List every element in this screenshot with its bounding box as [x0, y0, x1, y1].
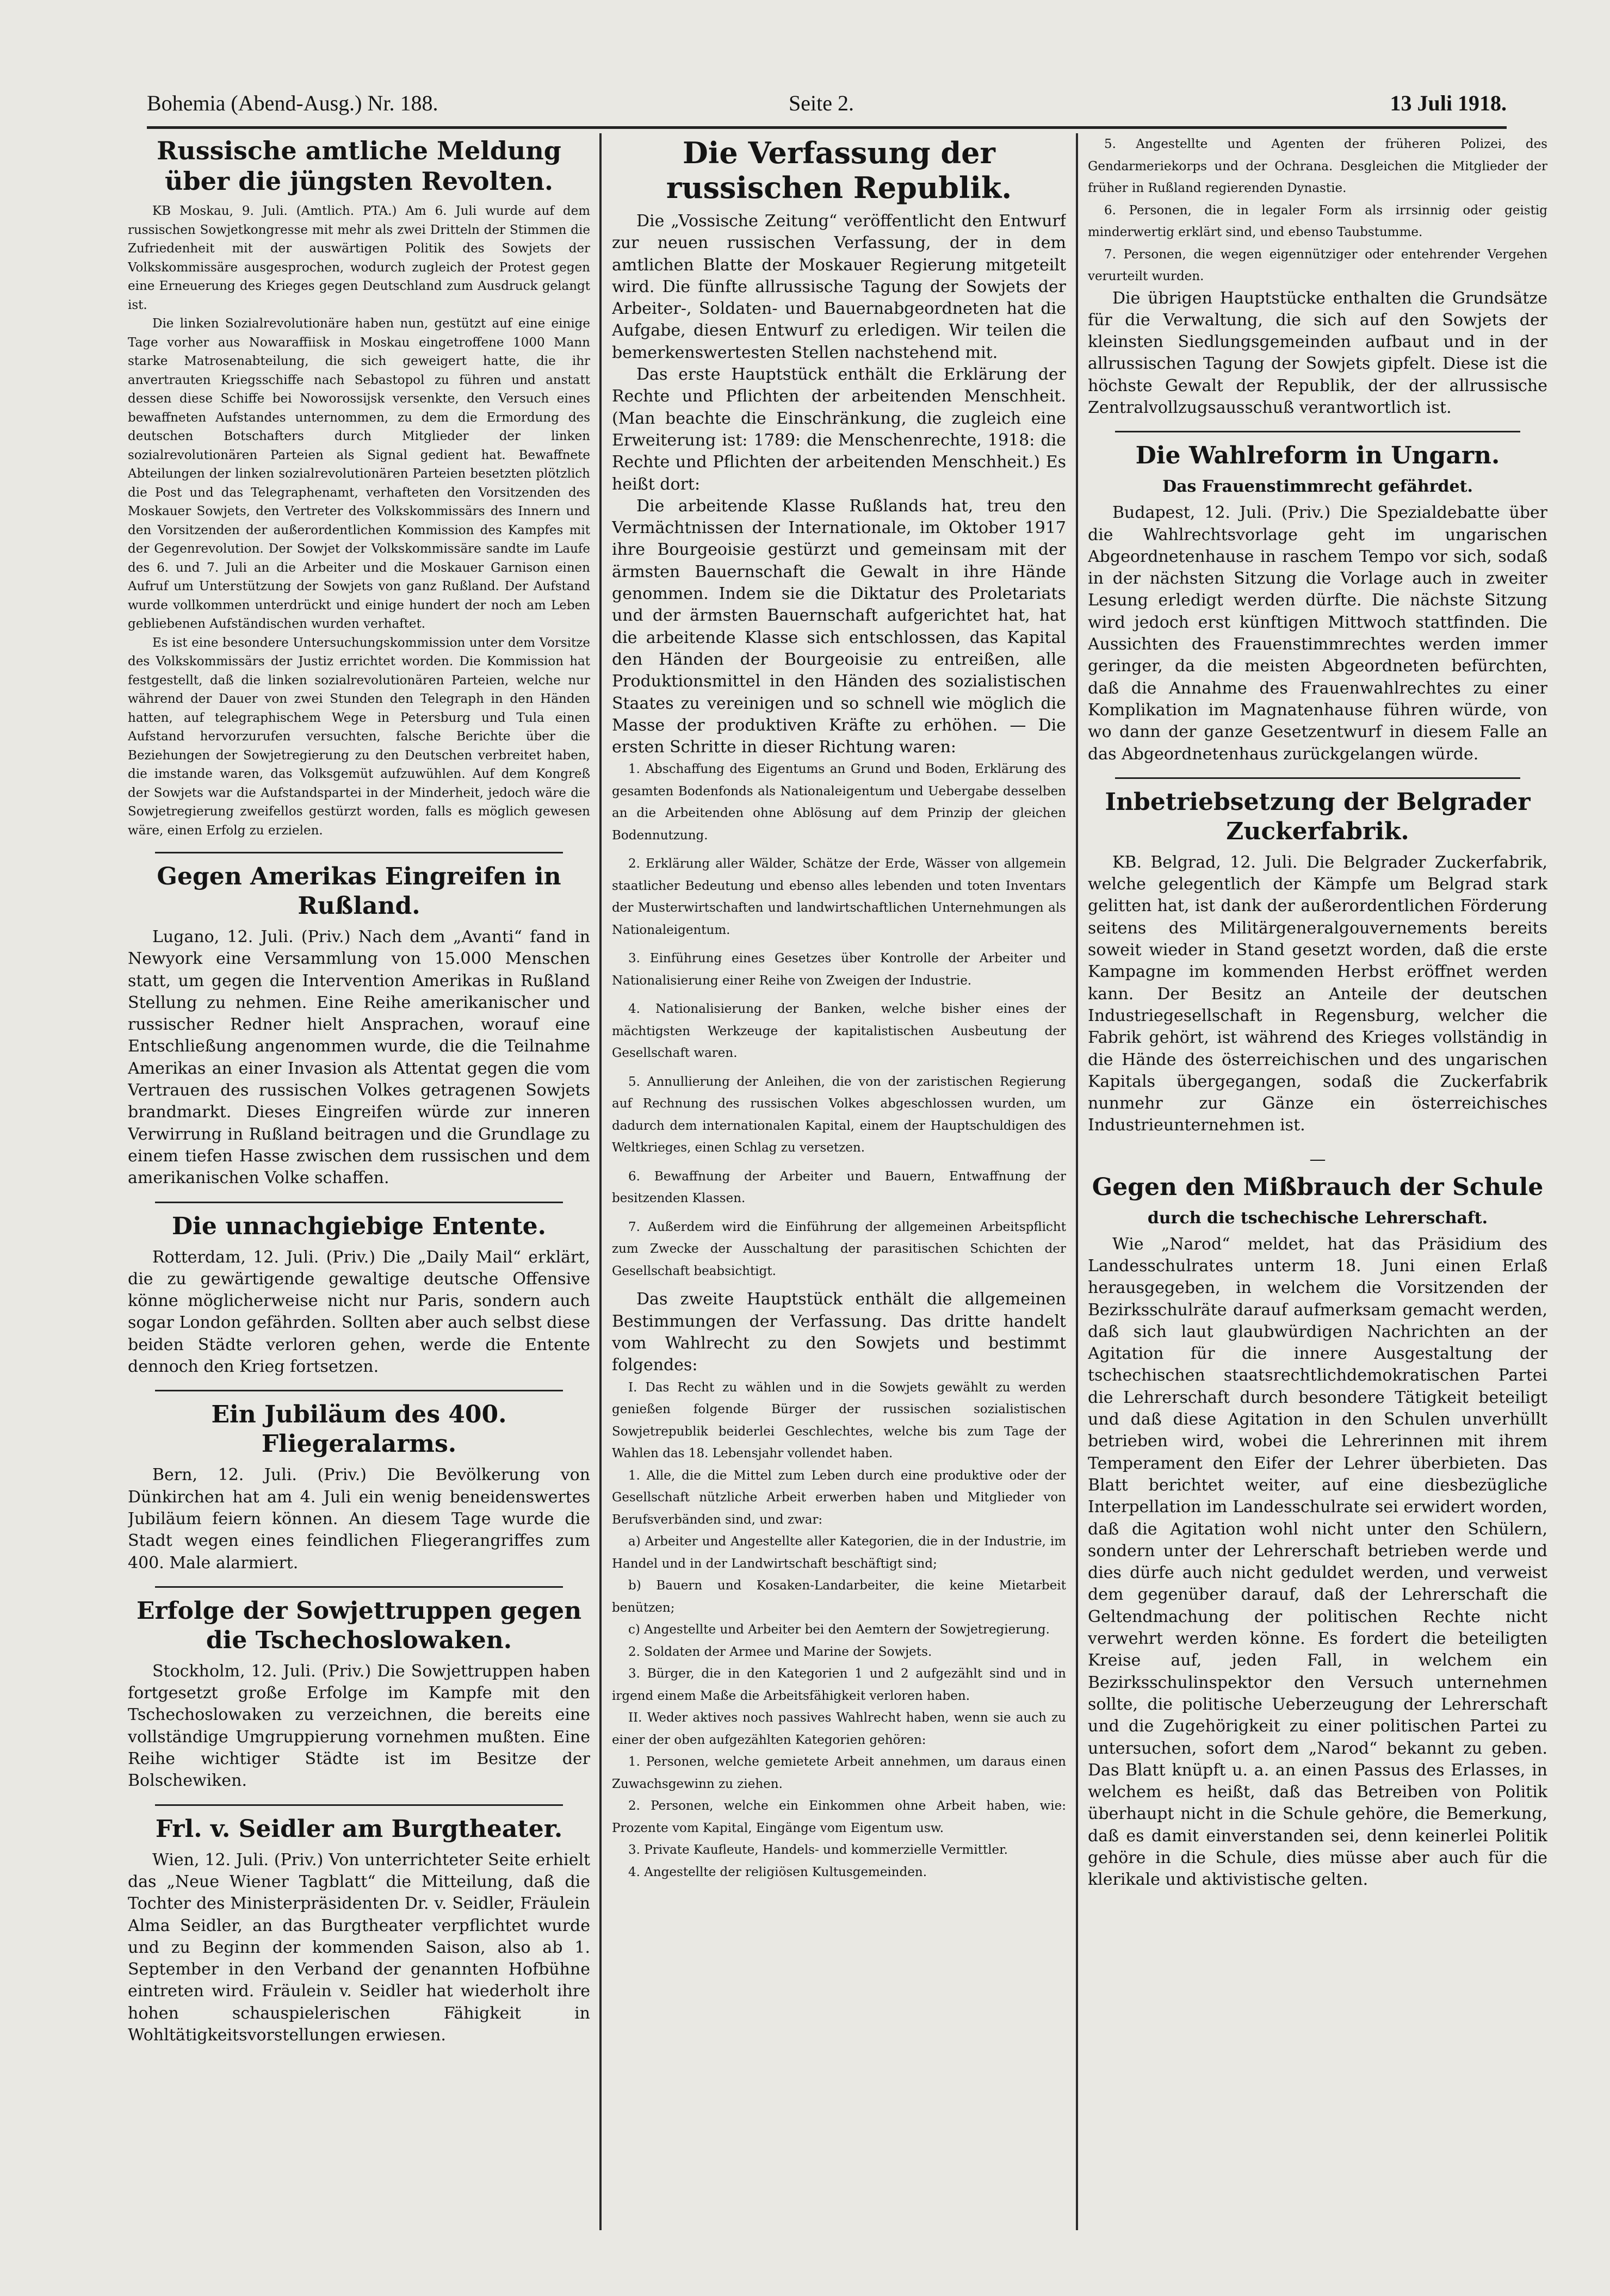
paragraph: Das zweite Hauptstück enthält die allgemeinen Bestimmungen der Verfassung. Das dritte handelt vom Wahlrecht zu den Sowjets und bestimmt folgendes: — [612, 1290, 1066, 1375]
article-russian-revolts — [128, 135, 590, 840]
headline: Die Wahlreform in Ungarn. — [1135, 442, 1500, 470]
article-separator — [155, 1804, 563, 1806]
subheadline: Das Frauenstimmrecht gefährdet. — [1162, 477, 1473, 497]
list-item: 5. Angestellte und Agenten der früheren Polizei, des Gendarmeriekorps und der Ochrana. Desgleichen die Mitglieder der früher in Rußland regierenden Dynastie. — [1088, 137, 1547, 195]
headline: Die unnachgiebige Entente. — [172, 1212, 546, 1240]
article-belgrade-sugar-factory — [1088, 788, 1547, 1137]
dash-separator: — — [1309, 1149, 1326, 1169]
headline: Gegen Amerikas Eingreifen in Rußland. — [157, 863, 561, 920]
article-separator — [155, 1202, 563, 1203]
list-item: 1. Abschaffung des Eigentums an Grund und Boden, Erklärung des gesamten Bodenfonds als Nationaleigentum und Uebergabe desselben an die Arbeitenden ohne Ablösung auf dem Prinzip der gleichen Bodennutzung. — [612, 762, 1066, 843]
masthead-page-number: Seite 2. — [789, 91, 854, 115]
list-item: 5. Annullierung der Anleihen, die von der zaristischen Regierung auf Rechnung des russischen Volkes abgeschlossen wurden, um dadurch dem internationalen Kapital, einem der Hauptschuldigen des Weltkrieges, einen Schlag zu versetzen. — [612, 1074, 1066, 1155]
subheadline: durch die tschechische Lehrerschaft. — [1147, 1208, 1488, 1228]
list-item: 2. Erklärung aller Wälder, Schätze der Erde, Wässer von allgemein staatlicher Bedeutung und ebenso alles lebenden und toten Inventars der Musterwirtschaften und landwirtschaftlichen Unternehmungen als Nationaleigentum. — [612, 857, 1066, 937]
list-item: a) Arbeiter und Angestellte aller Kategorien, die in der Industrie, im Handel und in der Landwirtschaft beschäftigt sind; — [612, 1534, 1066, 1571]
masthead-paper-issue: Bohemia (Abend-Ausg.) Nr. 188. — [147, 91, 438, 115]
paragraph: Die „Vossische Zeitung“ veröffentlicht den Entwurf zur neuen russischen Verfassung, der in dem amtlichen Blatte der Moskauer Regierung mitgeteilt wird. Die fünfte allrussische Tagung der Sowjets der Arbeiter-, Soldaten- und Bauernabgeordneten hat die Aufgabe, diesen Entwurf zu erledigen. Wir teilen die bemerkenswertesten Stellen nachstehend mit. — [612, 212, 1066, 362]
list-item: 3. Einführung eines Gesetzes über Kontrolle der Arbeiter und Nationalisierung einer Reihe von Zweigen der Industrie. — [612, 951, 1066, 988]
headline: Russische amtliche Meldung über die jüngsten Revolten. — [157, 136, 561, 196]
list-item: II. Weder aktives noch passives Wahlrecht haben, wenn sie auch zu einer der oben aufgezählten Kategorien gehören: — [612, 1711, 1066, 1747]
list-item: 6. Personen, die in legaler Form als irrsinnig oder geistig minderwertig erklärt sind, und ebenso Taubstumme. — [1088, 203, 1547, 239]
list-item: 7. Außerdem wird die Einführung der allgemeinen Arbeitspflicht zum Zwecke der Ausschaltung der parasitischen Schichten der Gesellschaft beabsichtigt. — [612, 1220, 1066, 1278]
paragraph: Bern, 12. Juli. (Priv.) Die Bevölkerung von Dünkirchen hat am 4. Juli ein wenig beneidenswertes Jubiläum feiern können. An diesem Tage wurde die Stadt wegen eines feindlichen Fliegerangriffes zum 400. Male alarmiert. — [128, 1465, 590, 1573]
list-item: 7. Personen, die wegen eigennütziger oder entehrender Vergehen verurteilt wurden. — [1088, 247, 1547, 283]
headline: Ein Jubiläum des 400. Fliegeralarms. — [211, 1401, 507, 1458]
list-item: b) Bauern und Kosaken-Landarbeiter, die keine Mietarbeit benützen; — [612, 1579, 1066, 1615]
article-hungary-reform — [1088, 441, 1547, 765]
article-air-alarm-jubilee — [128, 1400, 590, 1574]
article-separator — [155, 1390, 563, 1391]
paragraph: Die linken Sozialrevolutionäre haben nun, gestützt auf eine einige Tage vorher aus Nowaraffiisk in Moskau eingetroffene 1000 Mann starke Matrosenabteilung, die sich geweigert hatte, die ihr anvertrauten Kriegsschiffe nach Sebastopol zu führen und anstatt dessen diese Schiffe bei Noworossijsk versenkte, den Versuch eines bewaffneten Aufstandes unternommen, zu dem die Ermordung des deutschen Botschafters durch Mitglieder der linken sozialrevolutionären Parteien als Signal gedient hat. Bewaffnete Abteilungen der linken sozialrevolutionären Parteien besetzten plötzlich die Post und das Telegraphenamt, verhafteten den Vorsitzenden des Moskauer Sowjets, den Vertreter des Volkskommissärs des Innern und den Vorsitzenden der außerordentlichen Kommission des Kampfes mit der Gegenrevolution. Der Sowjet der Volkskommissäre sandte im Laufe des 6. und 7. Juli an die Arbeiter und die Moskauer Garnison einen Aufruf um Unterstützung der Sowjets von ganz Rußland. Der Aufstand wurde vollkommen unterdrückt und einige hundert der noch am Leben gebliebenen Aufständischen wurden verhaftet. — [128, 317, 590, 631]
article-entente — [128, 1212, 590, 1378]
paragraph: Die übrigen Hauptstücke enthalten die Grundsätze für die Verwaltung, die sich auf den Sowjets der kleinsten Siedlungsgemeinden aufbaut und in der allrussischen Tagung der Sowjets gipfelt. Diese ist die höchste Gewalt der Republik, der der allrussische Zentralvollzugsausschuß verantwortlich ist. — [1088, 288, 1547, 417]
headline: Gegen den Mißbrauch der Schule — [1092, 1173, 1544, 1201]
list-item: 3. Bürger, die in den Kategorien 1 und 2 aufgezählt sind und in irgend einem Maße die Arbeitsfähigkeit verloren haben. — [612, 1667, 1066, 1703]
list-item: c) Angestellte und Arbeiter bei den Aemtern der Sowjetregierung. — [628, 1623, 1050, 1637]
list-item: 3. Private Kaufleute, Handels- und kommerzielle Vermittler. — [628, 1843, 1008, 1858]
column-right — [1088, 133, 1547, 2230]
list-item: 4. Angestellte der religiösen Kultusgemeinden. — [628, 1865, 927, 1879]
list-item: 4. Nationalisierung der Banken, welche bisher eines der mächtigsten Werkzeuge der kapitalistischen Ausbeutung der Gesellschaft waren. — [612, 1002, 1066, 1061]
article-seidler-burgtheater — [128, 1815, 590, 2047]
article-russian-constitution — [612, 135, 1066, 1883]
paragraph: Stockholm, 12. Juli. (Priv.) Die Sowjettruppen haben fortgesetzt große Erfolge im Kampfe mit den Tschechoslowaken zu verzeichnen, die bereits eine vollständige Umgruppierung vornehmen mußten. Eine Reihe wichtiger Städte ist im Besitze der Bolschewiken. — [128, 1661, 590, 1791]
paragraph: KB Moskau, 9. Juli. (Amtlich. PTA.) Am 6. Juli wurde auf dem russischen Sowjetkongresse mit mehr als zwei Dritteln der Stimmen die Zufriedenheit mit der auswärtigen Politik des Sowjets der Volkskommissäre ausgesprochen, wodurch zugleich der Protest gegen eine Erneuerung des Krieges gegen Deutschland zum Ausdruck gelangt ist. — [128, 204, 590, 312]
headline: Erfolge der Sowjettruppen gegen die Tschechoslowaken. — [136, 1596, 582, 1654]
paragraph: Lugano, 12. Juli. (Priv.) Nach dem „Avanti“ fand in Newyork eine Versammlung von 15.000 Menschen statt, um gegen die Intervention Amerikas in Rußland Stellung zu nehmen. Eine Reihe amerikanischer und russischer Redner hielt Ansprachen, worauf eine Entschließung angenommen wurde, die die Teilnahme Amerikas an einer Invasion als Attentat gegen die vom Vertrauen des russischen Volkes getragenen Sowjets brandmarkt. Dieses Eingreifen würde zur inneren Verwirrung in Rußland beitragen und die Grundlage zu einem tiefen Hasse zwischen dem russischen und dem amerikanischen Volke schaffen. — [128, 927, 590, 1188]
article-separator — [155, 852, 563, 853]
article-separator — [155, 1586, 563, 1588]
article-separator — [1115, 431, 1520, 432]
paragraph: Die arbeitende Klasse Rußlands hat, treu den Vermächtnissen der Internationale, im Oktober 1917 ihre Bourgeoisie gestürzt und gemeinsam mit der ärmsten Bauernschaft die Gewalt in ihre Hände genommen. Indem sie die Diktatur des Proletariats und der ärmsten Bauernschaft aufgerichtet hat, hat die arbeitende Klasse sich entschlossen, das Kapital den Händen der Bourgeoisie zu entreißen, alle Produktionsmittel in den Händen des sozialistischen Staates zu vereinigen und so schnell wie möglich die Masse der produktiven Kräfte zu erhöhen. — Die ersten Schritte in dieser Richtung waren: — [612, 496, 1066, 757]
article-constitution-continued — [1088, 133, 1547, 419]
masthead — [147, 82, 1507, 125]
paragraph: Das erste Hauptstück enthält die Erklärung der Rechte und Pflichten der arbeitenden Menschheit. (Man beachte die Einschränkung, die zugleich eine Erweiterung ist: 1789: die Menschenrechte, 1918: die Rechte und Pflichten der arbeitenden Menschheit.) Es heißt dort: — [612, 365, 1066, 494]
article-school-misuse — [1088, 1173, 1547, 1891]
paragraph: Budapest, 12. Juli. (Priv.) Die Spezialdebatte über die Wahlrechtsvorlage geht im ungarischen Abgeordnetenhause in raschem Tempo vor sich, sodaß in der nächsten Sitzung die Vorlage auch in zweiter Lesung erledigt werden dürfte. Die nächste Sitzung wird jedoch erst künftigen Mittwoch stattfinden. Die Aussichten des Frauenstimmrechtes werden immer geringer, da die meisten Abgeordneten befürchten, daß die Annahme des Frauenwahlrechtes zu einer Komplikation im Magnatenhause führen würde, von wo dann der ganze Gesetzentwurf in diesem Falle an das Abgeordnetenhaus zurückgelangen würde. — [1088, 503, 1547, 764]
list-item: 2. Soldaten der Armee und Marine der Sowjets. — [628, 1644, 932, 1659]
article-soviet-troops — [128, 1596, 590, 1792]
paragraph: Rotterdam, 12. Juli. (Priv.) Die „Daily Mail“ erklärt, die zu gewärtigende gewaltige deutsche Offensive könne möglicherweise nicht nur Paris, sondern auch sogar London gefährden. Sollten aber auch selbst diese beiden Städte verloren gehen, werde die Entente dennoch den Krieg fortsetzen. — [128, 1247, 590, 1377]
paragraph: Wien, 12. Juli. (Priv.) Von unterrichteter Seite erhielt das „Neue Wiener Tagblatt“ die Mitteilung, daß die Tochter des Ministerpräsidenten Dr. v. Seidler, Fräulein Alma Seidler, an das Burgtheater verpflichtet wurde und zu Beginn der kommenden Saison, also ab 1. September in den Verband der genannten Hofbühne eintreten wird. Fräulein v. Seidler hat wiederholt ihre hohen schauspielerischen Fähigkeit in Wohltätigkeitsvorstellungen erwiesen. — [128, 1850, 590, 2045]
column-left — [128, 133, 590, 2230]
paragraph: Es ist eine besondere Untersuchungskommission unter dem Vorsitze des Volkskommissärs der Justiz errichtet worden. Die Kommission hat festgestellt, daß die linken sozialrevolutionären Parteien, welche nur während der Dauer von zwei Stunden den Telegraph in den Händen hatten, auf telegraphischem Wege in Petersburg und Tula einen Aufstand hervorzurufen versuchten, falsche Berichte über die Beziehungen der Sowjetregierung zu den Deutschen verbreitet haben, die imstande waren, das Volksgemüt aufzuwühlen. Auf dem Kongreß der Sowjets war die Aufstandspartei in der Minderheit, jedoch wäre die Sowjetregierung zweifellos gestürzt worden, falls es möglich gewesen wäre, einen Erfolg zu erzielen. — [128, 635, 590, 838]
paragraph: Wie „Narod“ meldet, hat das Präsidium des Landesschulrates unterm 18. Juni einen Erlaß herausgegeben, in welchem die Vorsitzenden der Bezirksschulräte darauf aufmerksam gemacht werden, daß sich laut glaubwürdigen Nachrichten an der Agitation für die innere Ausgestaltung der tschechischen staatsrechtlichdemokratischen Partei die Lehrerschaft durch besondere Tätigkeit beteiligt und daß diese Agitation in den Schulen unverhüllt betrieben wird, wobei die Lehrerinnen mit ihrem Temperament den Eifer der Lehrer überbieten. Das Blatt berichtet weiter, auf eine diesbezügliche Interpellation im Landesschulrate sei erwidert worden, daß die Agitation wohl nicht unter den Schülern, sondern unter der Lehrerschaft betrieben werde und dies dürfe auch nicht geduldet werden, und verweist dem gegenüber darauf, daß der Lehrerschaft die Geltendmachung der politischen Rechte nicht verwehrt werden könne. Es fordert die beteiligten Kreise auf, jeden Fall, in welchem ein Bezirksschulinspektor den Versuch unternehmen sollte, die politische Ueberzeugung der Lehrerschaft und die Zugehörigkeit zu einer politischen Partei zu untersuchen, sofort dem „Narod“ bekannt zu geben. Das Blatt knüpft u. a. an einen Passus des Erlasses, in welchem es heißt, daß das Betreiben von Politik überhaupt nicht in die Schule gehöre, die Bemerkung, daß es damit einverstanden sei, denn keinerlei Politik gehöre in die Schule, dies müsse aber auch für die klerikale und aktivistische gelten. — [1088, 1234, 1547, 1890]
list-item: 6. Bewaffnung der Arbeiter und Bauern, Entwaffnung der besitzenden Klassen. — [612, 1169, 1066, 1206]
list-item: 2. Personen, welche ein Einkommen ohne Arbeit haben, wie: Prozente vom Kapital, Eingänge vom Eigentum usw. — [612, 1799, 1066, 1835]
headline: Frl. v. Seidler am Burgtheater. — [155, 1815, 563, 1843]
headline: Inbetriebsetzung der Belgrader Zuckerfabrik. — [1105, 788, 1531, 845]
list-item: I. Das Recht zu wählen und in die Sowjets gewählt zu werden genießen folgende Bürger der russischen sozialistischen Sowjetrepublik beiderlei Geschlechtes, welche bis zum Tage der Wahlen das 18. Lebensjahr vollendet haben. — [612, 1380, 1066, 1461]
column-divider — [1076, 133, 1078, 2230]
column-middle — [612, 133, 1066, 2230]
list-item: 1. Alle, die die Mittel zum Leben durch eine produktive oder der Gesellschaft nützliche Arbeit erwerben haben und Mitglieder von Berufsverbänden sind, und zwar: — [612, 1468, 1066, 1527]
list-item: 1. Personen, welche gemietete Arbeit annehmen, um daraus einen Zuwachsgewinn zu ziehen. — [612, 1755, 1066, 1791]
headline: Die Verfassung der russischen Republik. — [666, 135, 1012, 205]
masthead-date: 13 Juli 1918. — [1390, 91, 1507, 115]
article-separator — [1115, 777, 1520, 779]
masthead-rule — [147, 126, 1507, 129]
paragraph: KB. Belgrad, 12. Juli. Die Belgrader Zuckerfabrik, welche gelegentlich der Kämpfe um Belgrad stark gelitten hat, ist dank der außerordentlichen Förderung seitens des Militärgeneralgouvernements bereits soweit wieder in Stand gesetzt worden, daß die erste Kampagne im kommenden Herbst eröffnet werden kann. Der Besitz an Anteile der deutschen Industriegesellschaft in Regensburg, welcher die Fabrik gehört, ist während des Krieges vollständig in die Hände des österreichischen und des ungarischen Kapitals übergegangen, sodaß die Zuckerfabrik nunmehr zur Gänze ein österreichisches Industrieunternehmen ist. — [1088, 852, 1547, 1135]
column-divider — [599, 133, 602, 2230]
article-america-intervention — [128, 862, 590, 1190]
